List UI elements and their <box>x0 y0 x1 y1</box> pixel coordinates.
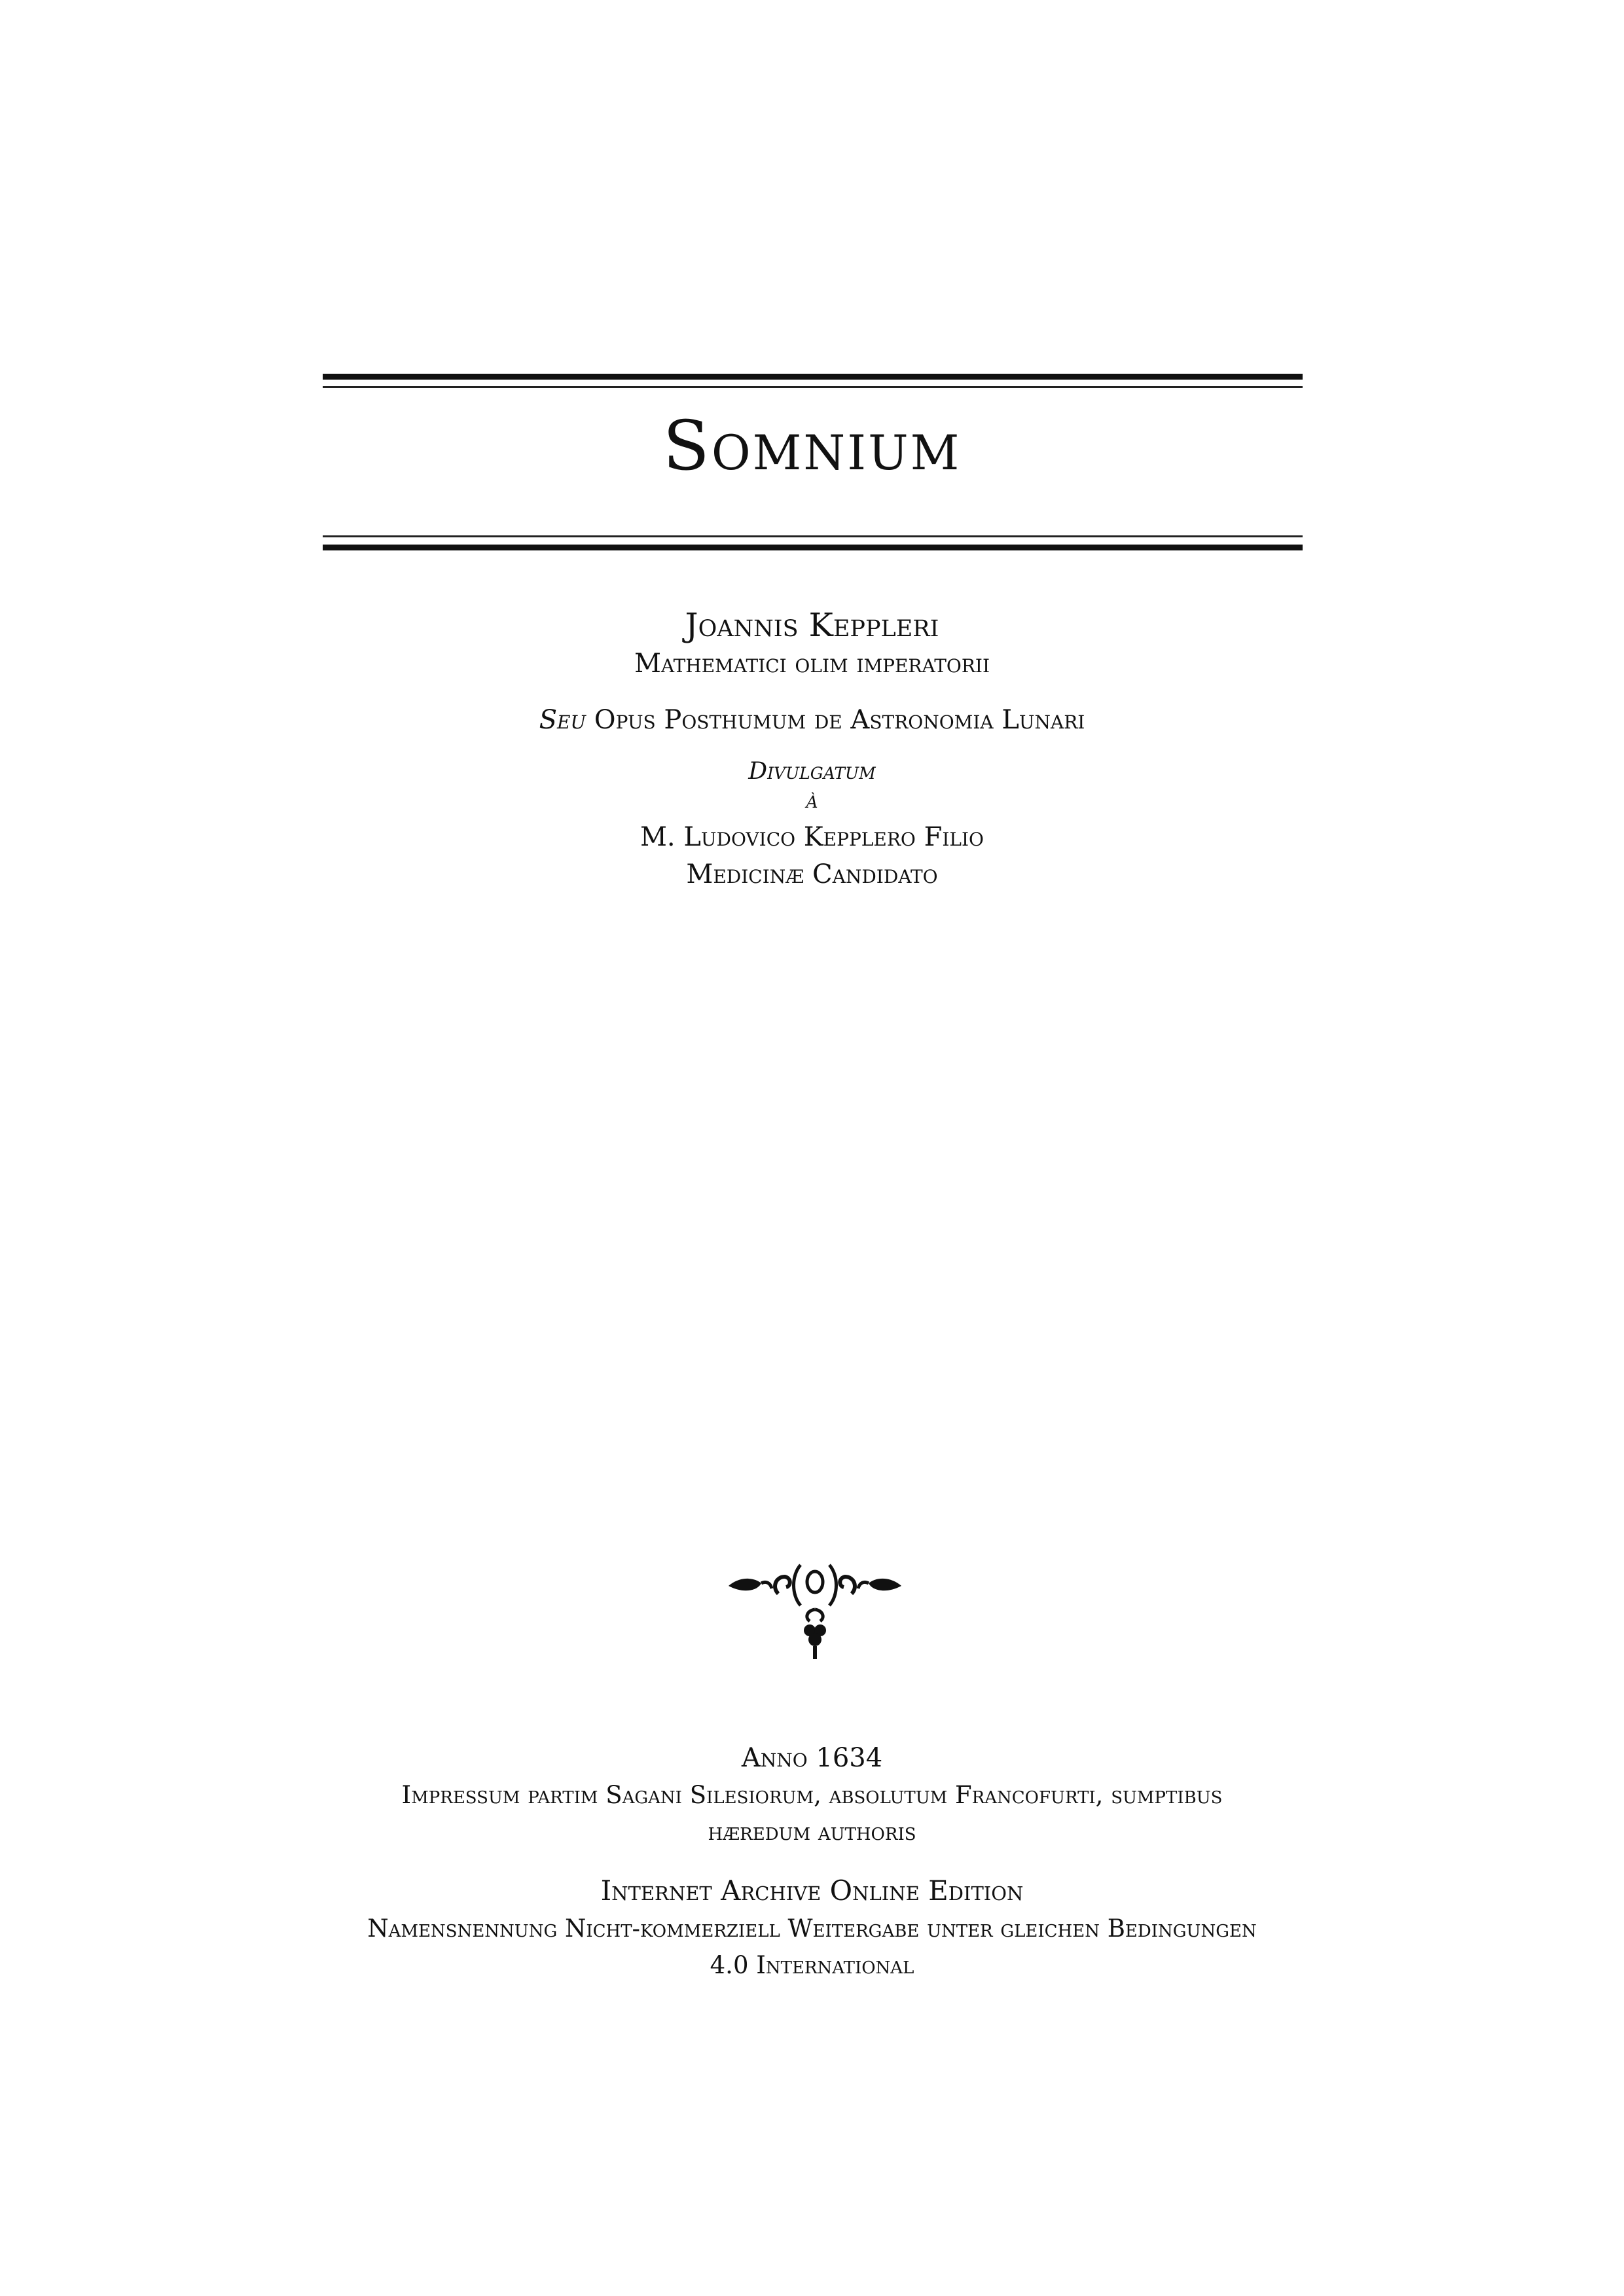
title-rules-top <box>323 374 1303 388</box>
author-name: Joannis Keppleri <box>685 606 939 644</box>
thick-rule <box>323 374 1303 380</box>
printers-flower-ornament-icon <box>723 1554 907 1666</box>
thin-rule <box>323 535 1303 537</box>
license-line: 4.0 International <box>710 1951 914 1979</box>
by-preposition: à <box>806 787 818 814</box>
thin-rule <box>323 386 1303 388</box>
imprint-line: hæredum authoris <box>708 1818 916 1846</box>
editor-name: M. Ludovico Kepplero Filio <box>640 822 984 852</box>
license-line: Namensnennung Nicht-kommerziell Weitergabe unter gleichen Bedingungen <box>367 1914 1257 1943</box>
subtitle-rest: Opus Posthumum de Astronomia Lunari <box>594 705 1085 735</box>
subtitle <box>0 703 1624 737</box>
author-role: Mathematici olim imperatorii <box>634 649 990 679</box>
publication-year: Anno 1634 <box>741 1743 883 1773</box>
imprint-line: Impressum partim Sagani Silesiorum, absolutum Francofurti, sumptibus <box>401 1781 1223 1809</box>
editor-role: Medicinæ Candidato <box>686 859 938 889</box>
page-title: Somnium <box>662 406 962 486</box>
title-rules-bottom <box>323 535 1303 550</box>
edition-label: Internet Archive Online Edition <box>600 1874 1024 1907</box>
divulgatum-label: Divulgatum <box>748 758 876 785</box>
thick-rule <box>323 545 1303 550</box>
subtitle-lead: Seu <box>539 705 586 735</box>
